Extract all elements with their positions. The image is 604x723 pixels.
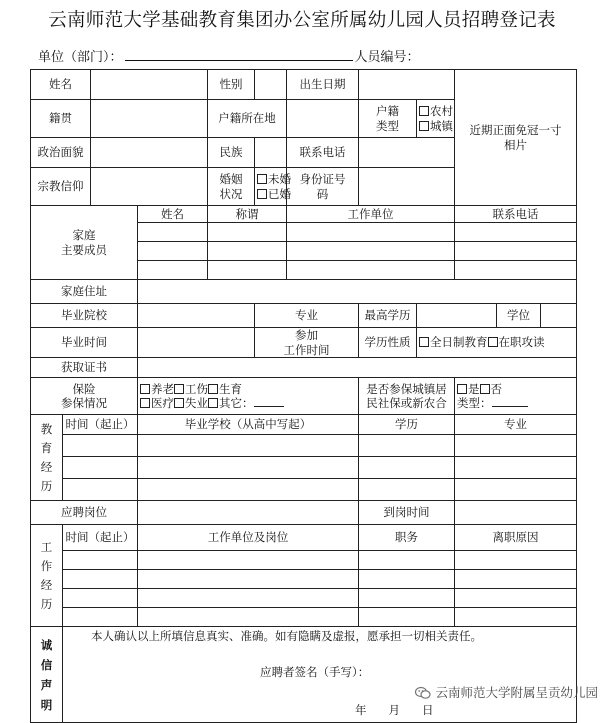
work-cell[interactable]: [63, 608, 138, 627]
edu-cell[interactable]: [359, 457, 455, 479]
photo-box: 近期正面免冠一寸 相片: [455, 70, 577, 206]
edu-row: [31, 435, 577, 457]
religion-label: 宗教信仰: [31, 168, 91, 206]
work-row: [31, 608, 577, 627]
work-cell[interactable]: [455, 551, 577, 570]
degree-nature-label: 学历性质: [359, 328, 417, 358]
hukou-type-options: [417, 100, 455, 138]
edu-cell[interactable]: [455, 479, 577, 501]
work-cell[interactable]: [138, 608, 359, 627]
work-header-title: 职务: [359, 525, 455, 551]
family-header-employer: 工作单位: [287, 206, 455, 223]
work-cell[interactable]: [359, 589, 455, 608]
work-cell[interactable]: [138, 551, 359, 570]
grad-time-label: 毕业时间: [31, 328, 138, 358]
pension-checkbox[interactable]: 养老: [140, 382, 174, 396]
rural-checkbox[interactable]: 农村: [419, 104, 452, 118]
signature-label: 应聘者签名（手写）：: [260, 665, 370, 679]
yes-checkbox[interactable]: 是: [457, 382, 480, 396]
wechat-icon: [415, 686, 431, 703]
work-cell[interactable]: [359, 608, 455, 627]
name-field[interactable]: [91, 70, 208, 100]
family-cell[interactable]: [138, 261, 208, 280]
family-header-relation: 称谓: [208, 206, 287, 223]
urban-insurance-question: 是否参保城镇居 民社保或新农合: [359, 378, 455, 415]
highest-degree-label: 最高学历: [359, 304, 417, 328]
political-label: 政治面貌: [31, 138, 91, 168]
degree-label: 学位: [497, 304, 541, 328]
edu-row: [31, 457, 577, 479]
work-cell[interactable]: [63, 551, 138, 570]
full-time-checkbox[interactable]: 全日制教育: [419, 335, 488, 349]
work-cell[interactable]: [455, 570, 577, 589]
birth-date-field[interactable]: [359, 70, 455, 100]
family-cell[interactable]: [138, 242, 208, 261]
work-row: [31, 570, 577, 589]
school-label: 毕业院校: [31, 304, 138, 328]
work-row: [31, 551, 577, 570]
edu-cell[interactable]: [63, 435, 138, 457]
gender-field[interactable]: [255, 70, 287, 100]
form-title: 云南师范大学基础教育集团办公室所属幼儿园人员招聘登记表: [48, 10, 556, 31]
native-place-field[interactable]: [91, 100, 208, 138]
gender-label: 性别: [208, 70, 255, 100]
unmarried-checkbox[interactable]: 未婚: [257, 172, 284, 186]
family-cell[interactable]: [287, 223, 455, 242]
certificates-field[interactable]: [138, 358, 577, 378]
name-label: 姓名: [31, 70, 91, 100]
family-label: 家庭 主要成员: [31, 206, 138, 280]
medical-checkbox[interactable]: 医疗: [140, 396, 174, 410]
work-cell[interactable]: [359, 570, 455, 589]
urban-insurance-options: [455, 378, 577, 415]
family-cell[interactable]: [208, 242, 287, 261]
edu-cell[interactable]: [63, 457, 138, 479]
family-cell[interactable]: [287, 261, 455, 280]
family-cell[interactable]: [208, 261, 287, 280]
work-cell[interactable]: [359, 551, 455, 570]
work-cell[interactable]: [63, 589, 138, 608]
edu-cell[interactable]: [359, 435, 455, 457]
edu-header-school: 毕业学校（从高中写起）: [138, 415, 359, 435]
work-cell[interactable]: [63, 570, 138, 589]
native-place-label: 籍贯: [31, 100, 91, 138]
edu-header-degree: 学历: [359, 415, 455, 435]
edu-cell[interactable]: [63, 479, 138, 501]
unit-label: 单位（部门）：: [38, 50, 123, 65]
degree-field[interactable]: [541, 304, 577, 328]
integrity-statement: 本人确认以上所填信息真实、准确。如有隐瞒及虚报，愿承担一切相关责任。: [91, 629, 482, 643]
part-time-checkbox[interactable]: 在职攻读: [488, 335, 545, 349]
family-cell[interactable]: [455, 242, 577, 261]
unit-line: [38, 46, 420, 65]
edu-cell[interactable]: [455, 457, 577, 479]
urban-checkbox[interactable]: 城镇: [419, 119, 452, 133]
married-checkbox[interactable]: 已婚: [257, 187, 284, 201]
arrival-time-label: 到岗时间: [359, 501, 455, 525]
hukou-place-field[interactable]: [287, 100, 359, 138]
registration-table: [30, 69, 577, 723]
grad-time-field[interactable]: [138, 328, 255, 358]
family-cell[interactable]: [287, 242, 455, 261]
other-checkbox[interactable]: 其它：: [208, 396, 254, 410]
address-field[interactable]: [138, 280, 577, 304]
unit-blank[interactable]: [125, 48, 353, 61]
watermark: 云南师范大学附属呈贡幼儿园: [415, 683, 598, 703]
highest-degree-field[interactable]: [417, 304, 497, 328]
id-field[interactable]: [359, 168, 455, 206]
certificates-label: 获取证书: [31, 358, 138, 378]
injury-checkbox[interactable]: 工伤: [174, 382, 208, 396]
edu-header-major: 专业: [455, 415, 577, 435]
religion-field[interactable]: [91, 168, 208, 206]
work-history-label: 工 作 经 历: [31, 525, 63, 627]
education-history-label: 教 育 经 历: [31, 415, 63, 501]
work-cell[interactable]: [455, 589, 577, 608]
insurance-type-blank[interactable]: [492, 396, 528, 407]
political-field[interactable]: [91, 138, 208, 168]
position-field[interactable]: [138, 501, 359, 525]
family-cell[interactable]: [208, 223, 287, 242]
family-header-phone: 联系电话: [455, 206, 577, 223]
work-start-label: 参加 工作时间: [255, 328, 359, 358]
insurance-options: [138, 378, 359, 415]
edu-cell[interactable]: [359, 479, 455, 501]
hukou-type-label: 户籍 类型: [359, 100, 417, 138]
edu-row: [31, 479, 577, 501]
work-header-employer: 工作单位及岗位: [138, 525, 359, 551]
arrival-time-field[interactable]: [455, 501, 577, 525]
address-label: 家庭住址: [31, 280, 138, 304]
work-header-reason: 离职原因: [455, 525, 577, 551]
edu-cell[interactable]: [455, 435, 577, 457]
edu-cell[interactable]: [138, 457, 359, 479]
phone-label: 联系电话: [287, 138, 359, 168]
work-cell[interactable]: [138, 589, 359, 608]
position-label: 应聘岗位: [31, 501, 138, 525]
major-label: 专业: [255, 304, 359, 328]
unemployment-checkbox[interactable]: 失业: [174, 396, 208, 410]
insurance-type-label: 类型：: [457, 396, 492, 410]
birth-date-label: 出生日期: [287, 70, 359, 100]
work-header-time: 时间（起止）: [63, 525, 138, 551]
work-cell[interactable]: [138, 570, 359, 589]
no-checkbox[interactable]: 否: [480, 382, 503, 396]
marital-label: 婚姻 状况: [208, 168, 255, 206]
marital-options: [255, 168, 291, 206]
family-cell[interactable]: [138, 223, 208, 242]
family-cell[interactable]: [455, 261, 577, 280]
edu-cell[interactable]: [138, 435, 359, 457]
id-label: 身份证号 码: [287, 168, 359, 206]
family-cell[interactable]: [455, 223, 577, 242]
edu-cell[interactable]: [138, 479, 359, 501]
school-field[interactable]: [138, 304, 255, 328]
sign-date: 年 月 日: [355, 703, 434, 717]
maternity-checkbox[interactable]: 生育: [208, 382, 242, 396]
work-row: [31, 589, 577, 608]
hukou-place-label: 户籍所在地: [208, 100, 287, 138]
edu-header-time: 时间（起止）: [63, 415, 138, 435]
staff-no-label: 人员编号：: [354, 50, 420, 65]
insurance-label: 保险 参保情况: [31, 378, 138, 415]
integrity-box: [63, 627, 577, 723]
integrity-label: 诚 信 声 明: [31, 627, 63, 723]
ethnicity-field[interactable]: [255, 138, 287, 168]
family-header-name: 姓名: [138, 206, 208, 223]
phone-field[interactable]: [359, 138, 455, 168]
other-blank[interactable]: [254, 396, 284, 407]
ethnicity-label: 民族: [208, 138, 255, 168]
work-cell[interactable]: [455, 608, 577, 627]
degree-nature-options: [417, 328, 577, 358]
